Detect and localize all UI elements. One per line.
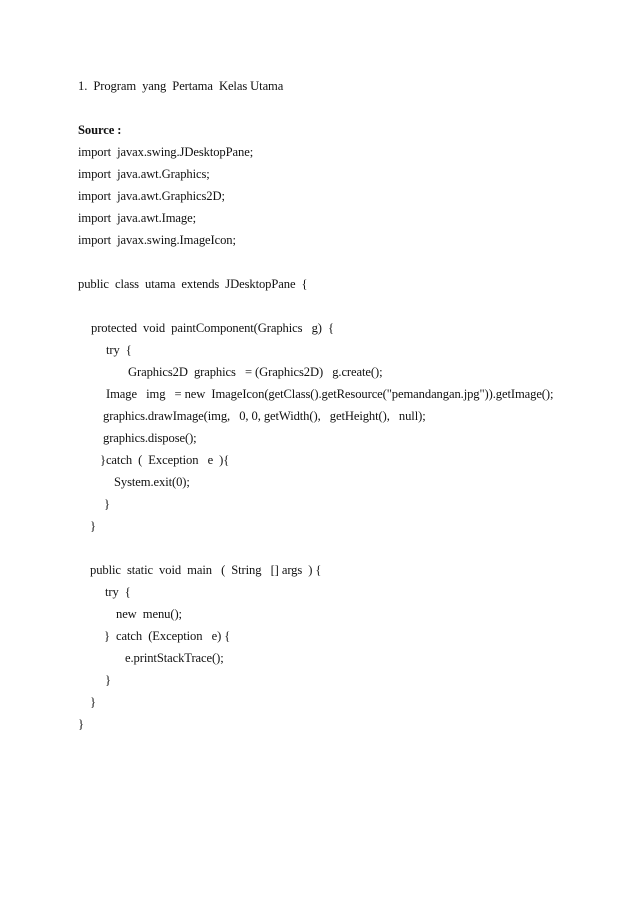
code-line: } catch (Exception e) {	[104, 629, 231, 643]
code-line: import java.awt.Image;	[78, 211, 196, 225]
code-line: public static void main ( String [] args ) {	[90, 563, 322, 577]
code-line: }	[78, 717, 84, 731]
code-line: }	[90, 695, 96, 709]
code-line: graphics.drawImage(img, 0, 0, getWidth(), getHeight(), null);	[103, 409, 426, 423]
code-line: }	[104, 497, 110, 511]
code-line: import javax.swing.JDesktopPane;	[78, 145, 254, 159]
code-line: graphics.dispose();	[103, 431, 197, 445]
code-line: Graphics2D graphics = (Graphics2D) g.create();	[128, 365, 383, 379]
code-line: Image img = new ImageIcon(getClass().getResource("pemandangan.jpg")).getImage();	[106, 387, 554, 401]
document-heading: 1. Program yang Pertama Kelas Utama	[78, 79, 284, 93]
code-line: }	[105, 673, 111, 687]
code-line: import java.awt.Graphics2D;	[78, 189, 225, 203]
code-line: }	[90, 519, 96, 533]
code-line: import java.awt.Graphics;	[78, 167, 210, 181]
code-line: }catch ( Exception e ){	[100, 453, 230, 467]
code-line: public class utama extends JDesktopPane {	[78, 277, 308, 291]
code-line: new menu();	[116, 607, 182, 621]
source-label: Source :	[78, 123, 122, 137]
code-line: try {	[106, 343, 132, 357]
code-line: e.printStackTrace();	[125, 651, 224, 665]
code-line: try {	[105, 585, 131, 599]
code-line: import javax.swing.ImageIcon;	[78, 233, 236, 247]
code-line: protected void paintComponent(Graphics g) {	[91, 321, 334, 335]
code-line: System.exit(0);	[114, 475, 190, 489]
